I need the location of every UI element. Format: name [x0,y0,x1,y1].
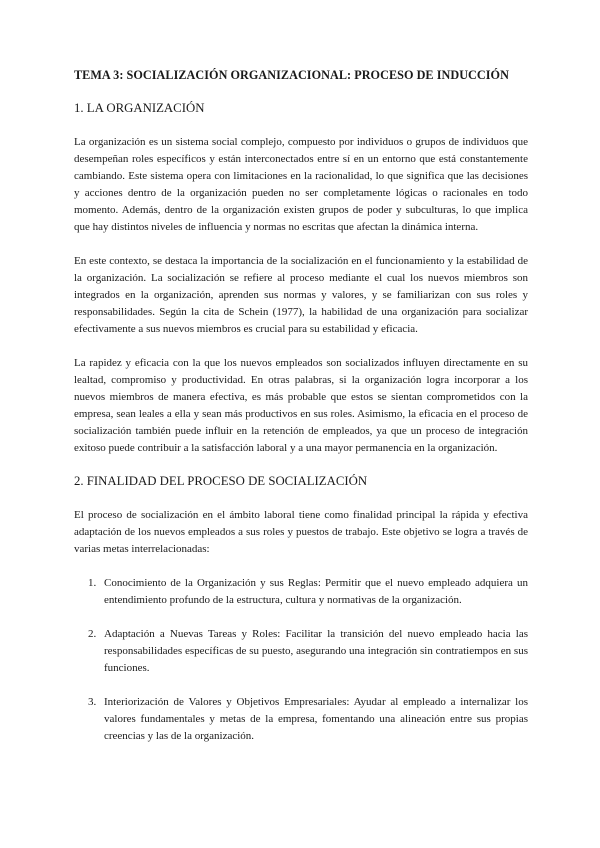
list-item [88,694,528,745]
list-item [88,575,528,609]
document-page [74,68,528,762]
numbered-list [74,575,528,745]
list-item [88,626,528,677]
section-heading-finalidad: 2. FINALIDAD DEL PROCESO DE SOCIALIZACIÓN [74,474,368,488]
list-item-text: Conocimiento de la Organización y sus Reglas: Permitir que el nuevo empleado adquiera un entendimiento profundo de la estructura, cultura y normativas de la organización. [104,577,528,606]
paragraph: La rapidez y eficacia con la que los nuevos empleados son socializados influyen directamente en su lealtad, compromiso y productividad. En otras palabras, si la organización logra incorporar a los nuevos miembros de manera efectiva, es más probable que estos se sientan comprometidos con la empresa, sean leales a ella y sean más productivos en sus roles. Asimismo, la eficacia en el proceso de socialización también puede influir en la retención de empleados, ya que un proceso de integración exitoso puede contribuir a la satisfacción laboral y a una mayor permanencia en la organización. [74,357,528,454]
paragraph: El proceso de socialización en el ámbito laboral tiene como finalidad principal la rápida y efectiva adaptación de los nuevos empleados a sus roles y puestos de trabajo. Este objetivo se logra a través de varias metas interrelacionadas: [74,509,528,555]
list-item-number: 1. [88,577,97,589]
list-item-text: Interiorización de Valores y Objetivos Empresariales: Ayudar al empleado a internalizar los valores fundamentales y metas de la empresa, fomentando una alineación entre sus propias creencias y las de la organización. [104,696,528,742]
section-heading-organizacion: 1. LA ORGANIZACIÓN [74,101,205,115]
list-item-number: 3. [88,696,97,708]
document-title: TEMA 3: SOCIALIZACIÓN ORGANIZACIONAL: PROCESO DE INDUCCIÓN [74,68,509,82]
paragraph: En este contexto, se destaca la importancia de la socialización en el funcionamiento y la estabilidad de la organización. La socialización se refiere al proceso mediante el cual los nuevos miembros son integrados en la organización, aprenden sus normas y valores, y se familiarizan con sus roles y responsabilidades. Según la cita de Schein (1977), la habilidad de una organización para socializar efectivamente a sus nuevos miembros es crucial para su estabilidad y eficacia. [74,255,528,335]
list-item-number: 2. [88,628,97,640]
paragraph: La organización es un sistema social complejo, compuesto por individuos o grupos de individuos que desempeñan roles específicos y están interconectados entre sí en un entorno que está constantemente cambiando. Este sistema opera con limitaciones en la racionalidad, lo que significa que las decisiones y acciones dentro de la organización pueden no ser completamente lógicas o racionales en todo momento. Además, dentro de la organización existen grupos de poder y subculturas, lo que implica que hay distintos niveles de influencia y normas no escritas que afectan la dinámica interna. [74,136,528,233]
list-item-text: Adaptación a Nuevas Tareas y Roles: Facilitar la transición del nuevo empleado hacia las responsabilidades específicas de su puesto, asegurando una integración sin contratiempos en sus funciones. [104,628,528,674]
